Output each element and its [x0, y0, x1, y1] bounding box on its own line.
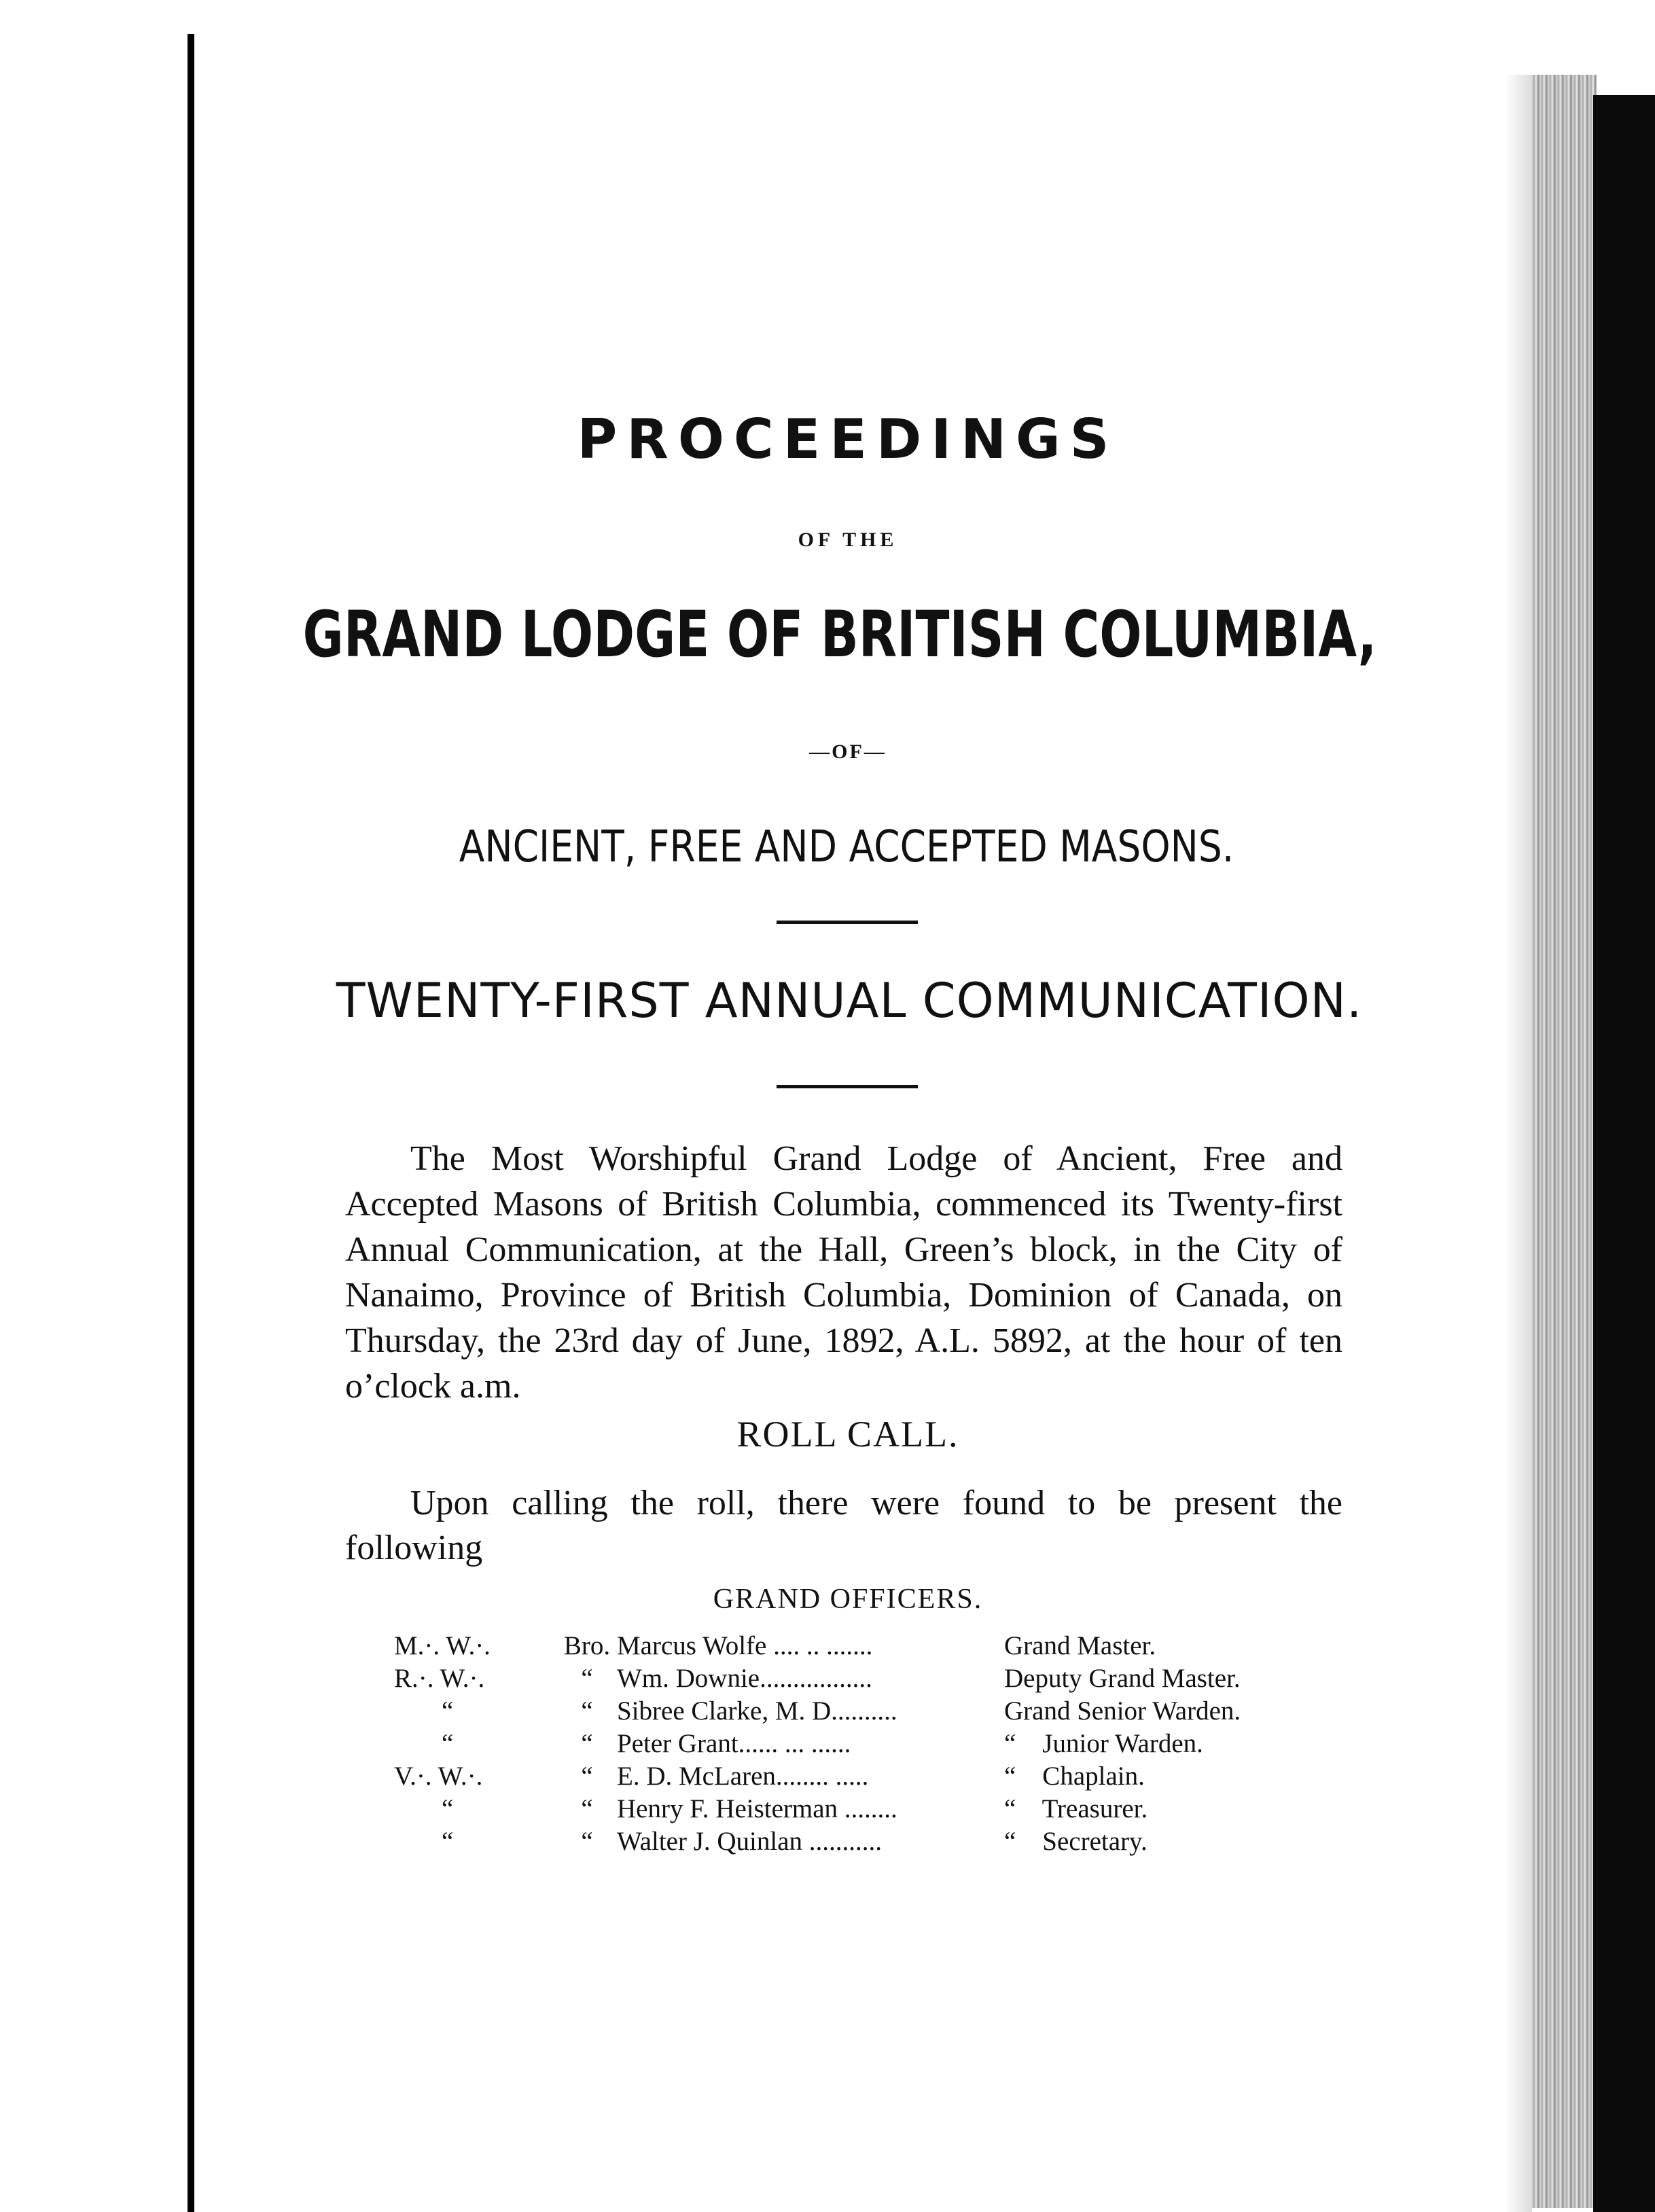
- officer-name: Peter Grant...... ... ......: [617, 1729, 851, 1758]
- officer-office: “ Secretary.: [1004, 1827, 1147, 1856]
- divider-rule: [777, 921, 918, 924]
- title-proceedings: PROCEEDINGS: [577, 408, 1119, 471]
- officer-row: [394, 1663, 1289, 1696]
- officer-title: “: [581, 1827, 593, 1856]
- title-grand-lodge: GRAND LODGE OF BRITISH COLUMBIA,: [302, 598, 1377, 672]
- officer-row: [394, 1826, 1289, 1859]
- officer-office: “ Treasurer.: [1004, 1794, 1148, 1823]
- subtitle-of: —OF—: [809, 741, 887, 763]
- officer-row: [394, 1761, 1289, 1794]
- officer-title: “: [581, 1664, 593, 1693]
- officer-office: “ Chaplain.: [1004, 1762, 1145, 1791]
- officer-row: [394, 1728, 1289, 1761]
- officer-name: Wm. Downie.................: [617, 1664, 872, 1693]
- officer-name: E. D. McLaren........ .....: [617, 1762, 869, 1791]
- officer-row: [394, 1630, 1289, 1663]
- subtitle-of-the: OF THE: [798, 529, 898, 551]
- officer-row: [394, 1794, 1289, 1826]
- intro-paragraph: The Most Worshipful Grand Lodge of Ancient, Free and Accepted Masons of British Columbia, commenced its Twenty-first Annual Communication, at the Hall, Green’s block, in the City of Nanaimo, Province of British Columbia, Dominion of Canada, on Thursday, the 23rd day of June, 1892, A.L. 5892, at the hour of ten o’clock a.m.: [345, 1139, 1342, 1406]
- title-annual-communication: TWENTY-FIRST ANNUAL COMMUNICATION.: [336, 973, 1363, 1029]
- officer-office: Grand Senior Warden.: [1004, 1696, 1241, 1726]
- officer-title: “: [581, 1696, 593, 1726]
- officer-office: “ Junior Warden.: [1004, 1729, 1203, 1758]
- officer-name: Walter J. Quinlan ...........: [617, 1827, 883, 1856]
- officer-title: Bro.: [563, 1631, 611, 1660]
- roll-call-heading: ROLL CALL.: [736, 1414, 959, 1455]
- officer-rank: “: [442, 1729, 454, 1758]
- officer-office: Deputy Grand Master.: [1004, 1664, 1241, 1693]
- officer-rank: R.·. W.·.: [394, 1664, 485, 1693]
- officer-rank: “: [442, 1794, 454, 1823]
- officer-title: “: [581, 1794, 593, 1823]
- officer-name: Marcus Wolfe .... .. .......: [617, 1631, 873, 1660]
- officer-office: Grand Master.: [1004, 1631, 1156, 1660]
- title-ancient-free-accepted: ANCIENT, FREE AND ACCEPTED MASONS.: [459, 822, 1234, 872]
- grand-officers-table: [394, 1630, 1289, 1859]
- officer-rank: V.·. W.·.: [394, 1762, 483, 1791]
- officer-rank: M.·. W.·.: [394, 1631, 491, 1660]
- divider-rule: [777, 1085, 918, 1088]
- roll-call-paragraph: Upon calling the roll, there were found to be present the following: [345, 1484, 1342, 1567]
- grand-officers-heading: GRAND OFFICERS.: [713, 1584, 983, 1615]
- officer-rank: “: [442, 1827, 454, 1856]
- officer-name: Henry F. Heisterman ........: [617, 1794, 897, 1823]
- officer-rank: “: [442, 1696, 454, 1726]
- officer-row: [394, 1696, 1289, 1728]
- officer-title: “: [581, 1762, 593, 1791]
- officer-name: Sibree Clarke, M. D..........: [617, 1696, 897, 1726]
- officer-title: “: [581, 1729, 593, 1758]
